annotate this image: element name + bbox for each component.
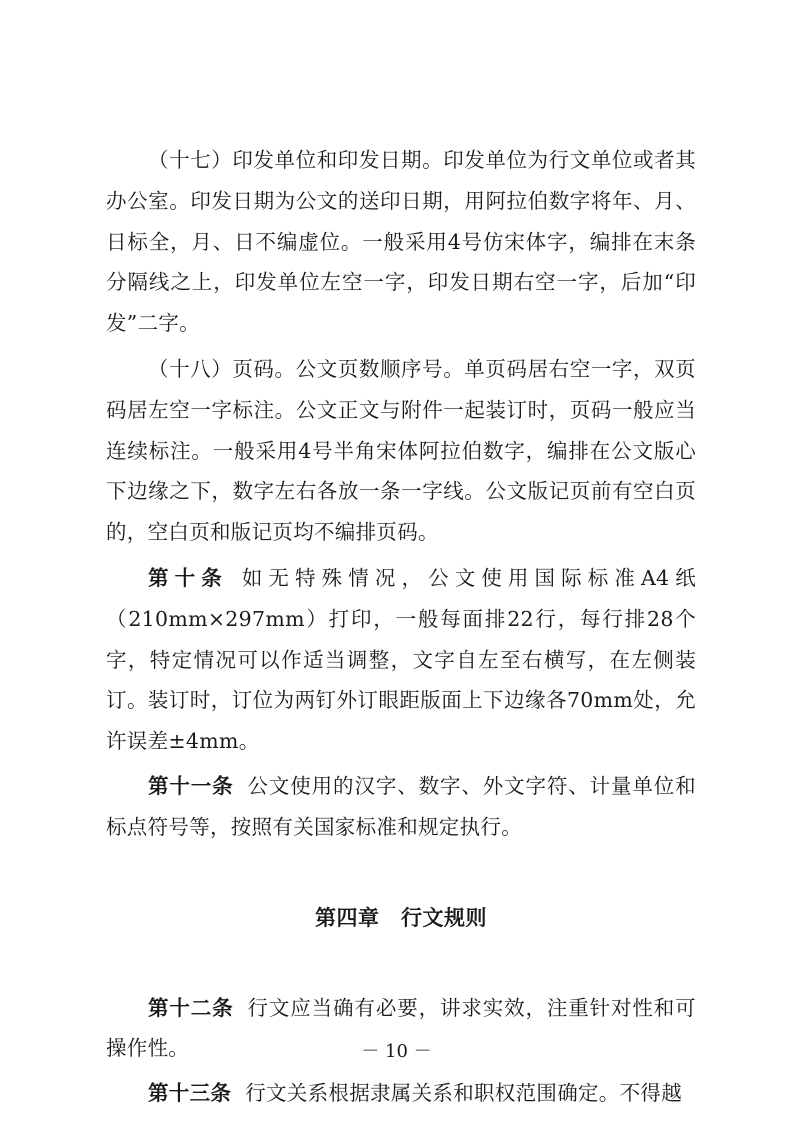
article-13 <box>106 1073 696 1114</box>
paragraph-text: 公文使用的汉字、数字、外文字符、计量单位和标点符号等，按照有关国家标准和规定执行。 <box>106 773 696 839</box>
article-heading: 第十一条 <box>148 773 234 798</box>
page-number: － 10 － <box>361 1041 432 1062</box>
paragraph-text: 行文关系根据隶属关系和职权范围确定。不得越 <box>245 1081 683 1106</box>
paragraph-text: 行文应当确有必要，讲求实效，注重针对性和可操作性。 <box>106 995 696 1061</box>
chapter-title: 第四章 行文规则 <box>315 905 487 930</box>
paragraph-text: 如无特殊情况，公文使用国际标准A4纸（210mm×297mm）打印，一般每面排22行，每行排28个字，特定情况可以作适当调整，文字自左至右横写，在左侧装订。装订时，订位为两钉外订眼距版面上下边缘各70mm处，允许误差±4mm。 <box>106 565 696 754</box>
paragraph-text: （十八）页码。公文页数顺序号。单页码居右空一字，双页码居左空一字标注。公文正文与附件一起装订时，页码一般应当连续标注。一般采用4号半角宋体阿拉伯数字，编排在公文版心下边缘之下，数字左右各放一条一字线。公文版记页前有空白页的，空白页和版记页均不编排页码。 <box>106 356 696 545</box>
paragraph-text: （十七）印发单位和印发日期。印发单位为行文单位或者其办公室。印发日期为公文的送印日期，用阿拉伯数字将年、月、日标全，月、日不编虚位。一般采用4号仿宋体字，编排在末条分隔线之上，印发单位左空一字，印发日期右空一字，后加“印发”二字。 <box>106 148 696 336</box>
article-11 <box>106 766 696 848</box>
paragraph-item-18 <box>106 349 696 553</box>
page-body <box>106 140 696 1114</box>
article-heading: 第十二条 <box>148 995 234 1020</box>
paragraph-item-17 <box>106 140 696 344</box>
article-heading: 第十三条 <box>148 1081 232 1106</box>
article-10 <box>106 558 696 762</box>
article-heading: 第十条 <box>148 565 228 590</box>
